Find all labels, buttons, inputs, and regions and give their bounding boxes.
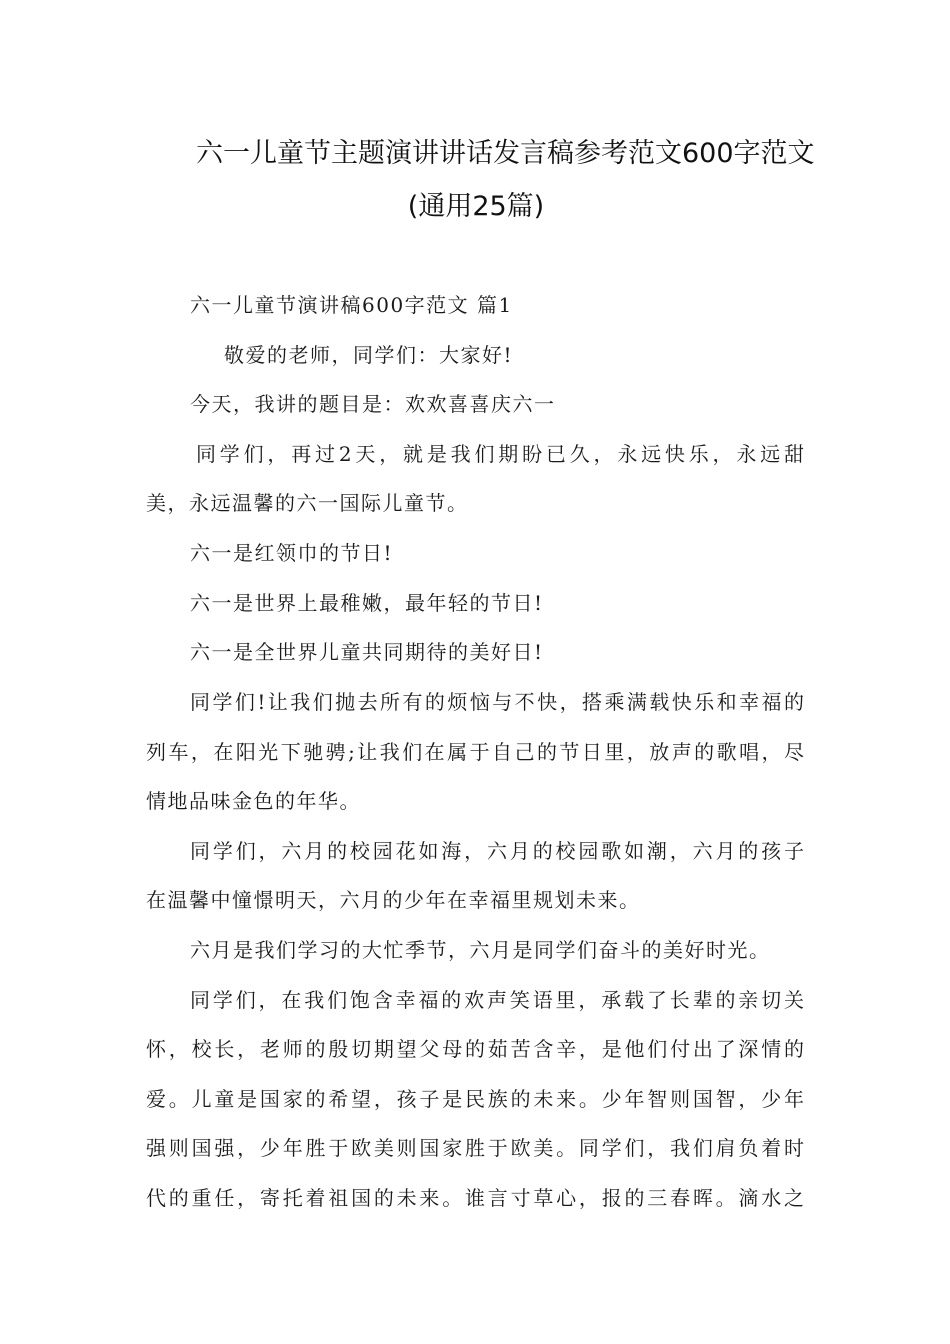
body-line: 情地品味金色的年华。 <box>146 789 361 813</box>
body-line: 同学们，再过2天，就是我们期盼已久，永远快乐，永远甜 <box>196 442 804 466</box>
section-heading: 六一儿童节演讲稿600字范文 篇1 <box>190 293 513 317</box>
body-line: 六月是我们学习的大忙季节，六月是同学们奋斗的美好时光。 <box>190 938 771 962</box>
body-line: 同学们!让我们抛去所有的烦恼与不快，搭乘满载快乐和幸福的 <box>190 690 804 714</box>
body-line: 六一是全世界儿童共同期待的美好日! <box>190 640 544 664</box>
body-line: 强则国强，少年胜于欧美则国家胜于欧美。同学们，我们肩负着时 <box>146 1136 804 1160</box>
body-line: 六一是红领巾的节日! <box>190 541 394 565</box>
body-line: 同学们，六月的校园花如海，六月的校园歌如潮，六月的孩子 <box>190 839 804 863</box>
body-line: 美，永远温馨的六一国际儿童节。 <box>146 491 469 515</box>
body-line: 爱。儿童是国家的希望，孩子是民族的未来。少年智则国智，少年 <box>146 1087 804 1111</box>
greeting-line: 敬爱的老师，同学们：大家好! <box>224 343 514 367</box>
body-line: 怀，校长，老师的殷切期望父母的茹苦含辛，是他们付出了深情的 <box>146 1037 804 1061</box>
body-line: 六一是世界上最稚嫩，最年轻的节日! <box>190 591 544 615</box>
body-line: 代的重任，寄托着祖国的未来。谁言寸草心，报的三春晖。滴水之 <box>146 1186 804 1210</box>
body-line: 在温馨中憧憬明天，六月的少年在幸福里规划未来。 <box>146 888 641 912</box>
document-title-line-2: (通用25篇) <box>407 191 545 222</box>
body-line: 今天，我讲的题目是：欢欢喜喜庆六一 <box>190 392 556 416</box>
body-line: 列车，在阳光下驰骋;让我们在属于自己的节日里，放声的歌唱，尽 <box>146 740 804 764</box>
body-line: 同学们，在我们饱含幸福的欢声笑语里，承载了长辈的亲切关 <box>190 988 804 1012</box>
document-title-line-1: 六一儿童节主题演讲讲话发言稿参考范文600字范文 <box>196 138 815 169</box>
